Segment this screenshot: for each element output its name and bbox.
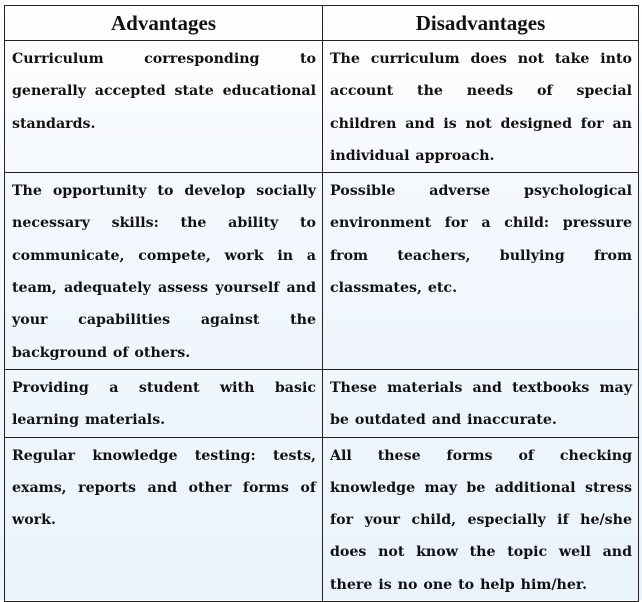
advantage-cell: Providing a student with basic learning materials.	[5, 369, 323, 437]
disadvantage-cell: The curriculum does not take into account the needs of special children and is not designed for an individual approach.	[323, 41, 639, 173]
disadvantage-cell: These materials and textbooks may be outdated and inaccurate.	[323, 369, 639, 437]
advantages-header: Advantages	[5, 6, 323, 41]
table-row	[5, 41, 639, 173]
advantage-cell: Regular knowledge testing: tests, exams, reports and other forms of work.	[5, 437, 323, 601]
advantages-disadvantages-table	[4, 5, 639, 602]
advantage-cell: Curriculum corresponding to generally accepted state educational standards.	[5, 41, 323, 173]
disadvantage-cell: Possible adverse psychological environment for a child: pressure from teachers, bullying from classmates, etc.	[323, 173, 639, 370]
table-row	[5, 173, 639, 370]
advantage-cell: The opportunity to develop socially necessary skills: the ability to communicate, compete, work in a team, adequately assess yourself and your capabilities against the background of others.	[5, 173, 323, 370]
disadvantage-cell: All these forms of checking knowledge may be additional stress for your child, especially if he/she does not know the topic well and there is no one to help him/her.	[323, 437, 639, 601]
table-row	[5, 437, 639, 601]
table-row	[5, 369, 639, 437]
disadvantages-header: Disadvantages	[323, 6, 639, 41]
header-row	[5, 6, 639, 41]
